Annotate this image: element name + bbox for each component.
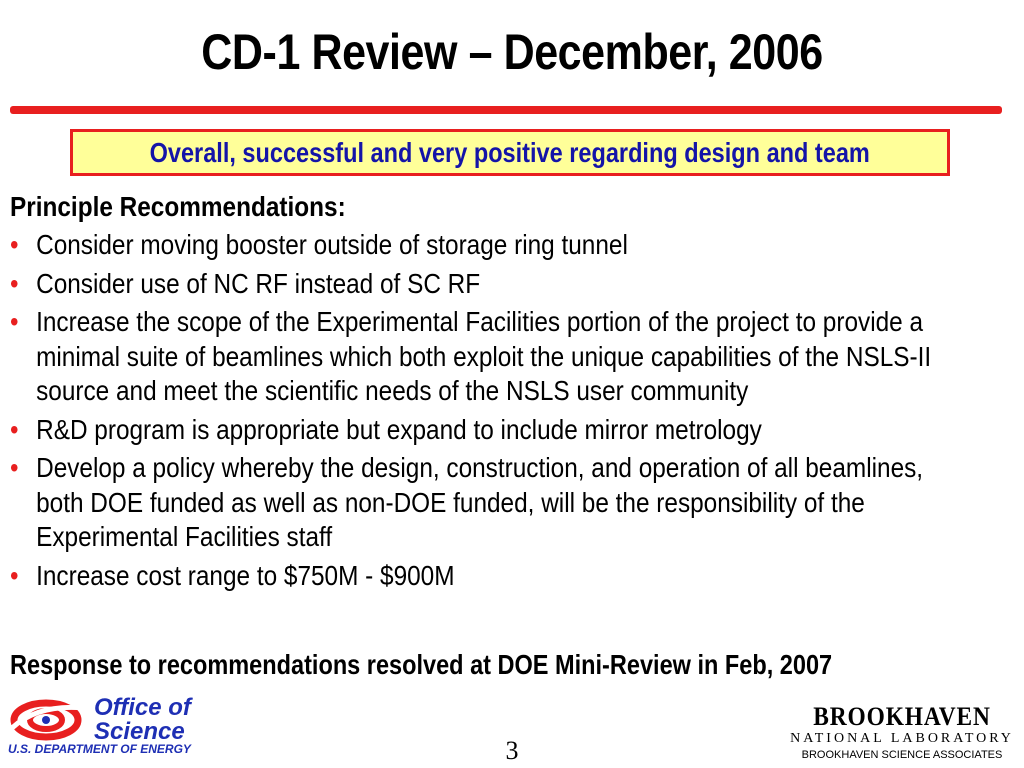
list-item-text: Increase the scope of the Experimental Facilities portion of the project to provide a minimal suite of beamlines which both exploit the unique capabilities of the NSLS-II source and meet the scientific needs of the NSLS user community <box>36 306 932 406</box>
bnl-subtitle: NATIONAL LABORATORY <box>790 731 1014 746</box>
bullet-icon: • <box>10 452 19 483</box>
list-item <box>10 228 967 263</box>
bullet-icon: • <box>10 306 19 337</box>
section-heading: Principle Recommendations: <box>10 191 346 222</box>
list-item-text: R&D program is appropriate but expand to include mirror metrology <box>36 413 762 445</box>
bnl-associates: BROOKHAVEN SCIENCE ASSOCIATES <box>801 749 1003 761</box>
list-item <box>10 559 967 594</box>
bullet-icon: • <box>10 229 19 260</box>
list-item <box>10 413 967 448</box>
bullet-icon: • <box>10 413 19 445</box>
doe-agency-label: U.S. DEPARTMENT OF ENERGY <box>8 742 191 756</box>
summary-text: Overall, successful and very positive regarding design and team <box>149 136 871 168</box>
brookhaven-logo <box>790 704 1014 764</box>
list-item <box>10 305 967 409</box>
list-item <box>10 451 967 555</box>
title-divider <box>10 106 1002 114</box>
list-item-text: Increase cost range to $750M - $900M <box>36 559 455 591</box>
response-statement: Response to recommendations resolved at DOE Mini-Review in Feb, 2007 <box>10 649 833 680</box>
slide-title: CD-1 Review – December, 2006 <box>201 24 823 80</box>
list-item <box>10 267 967 302</box>
recommendations-list <box>10 228 967 593</box>
doe-logo-line2: Science <box>94 718 185 745</box>
page-number: 3 <box>505 736 519 765</box>
recommendations-section <box>10 190 967 597</box>
list-item-text: Consider moving booster outside of storage ring tunnel <box>36 229 628 260</box>
doe-logo-line1: Office of <box>94 694 191 721</box>
list-item-text: Consider use of NC RF instead of SC RF <box>36 267 481 299</box>
list-item-text: Develop a policy whereby the design, construction, and operation of all beamlines, both DOE funded as well as non-DOE funded, will be the responsibility of the Experimental Facilities staff <box>36 452 924 552</box>
summary-callout <box>70 129 950 176</box>
bullet-icon: • <box>10 559 19 591</box>
bnl-name: BROOKHAVEN <box>813 702 991 731</box>
bullet-icon: • <box>10 267 19 299</box>
